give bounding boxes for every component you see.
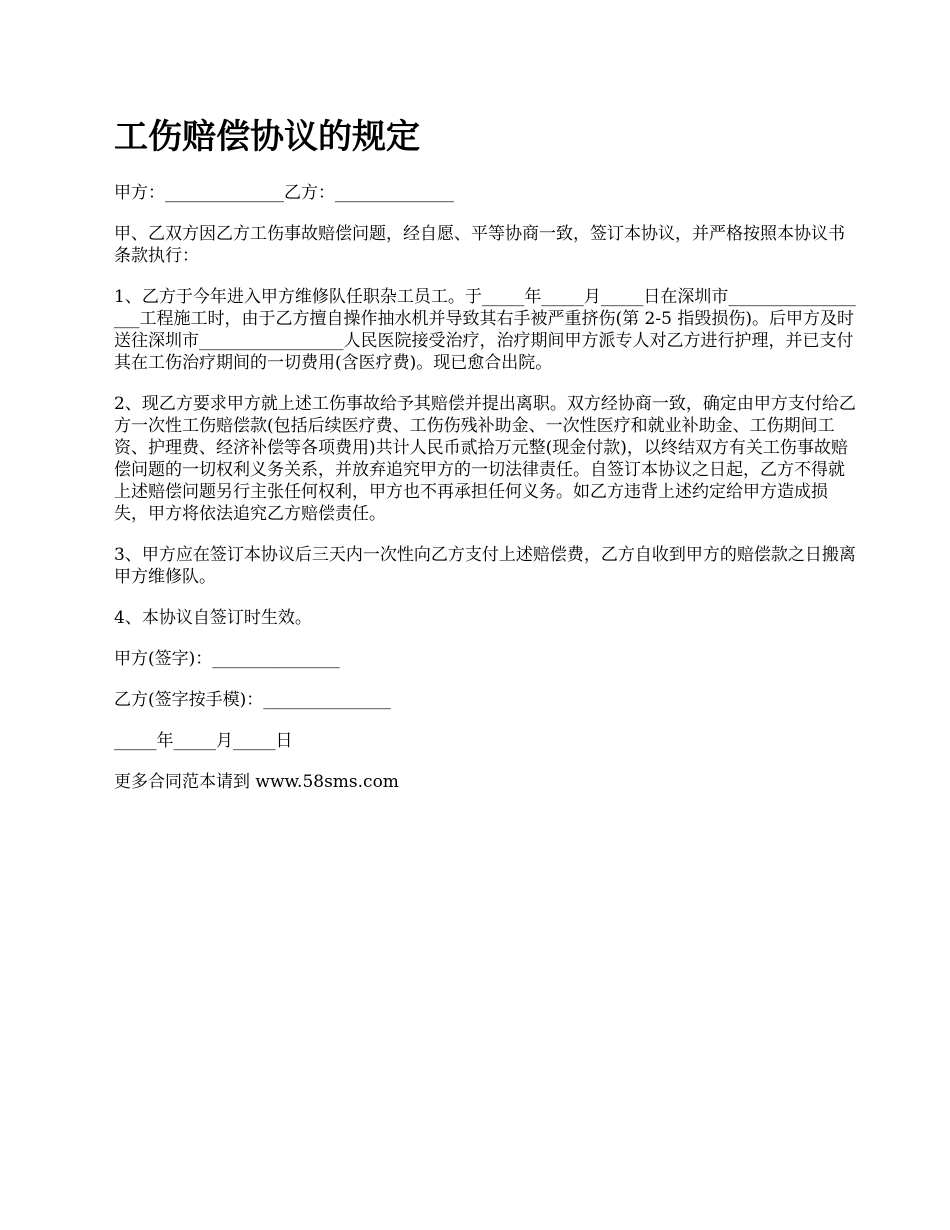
clause-1: 1、乙方于今年进入甲方维修队任职杂工员工。于_____年_____月_____日在深圳市__________________工程施工时，由于乙方擅自操作抽水机并导致其右手被严重挤伤(第 2-5 指毁损伤)。后甲方及时送往深圳市_________________人民医院接受治疗，治疗期间甲方派专人对乙方进行护理，并已支付其在工伤治疗期间的一切费用(含医疗费)。现已愈合出院。 xyxy=(114,287,856,373)
document-body xyxy=(114,112,856,793)
signature-party-a: 甲方(签字)：_______________ xyxy=(114,649,340,669)
date-line: _____年_____月_____日 xyxy=(114,731,293,751)
parties-line: 甲方：______________乙方：______________ xyxy=(114,183,454,203)
clause-4: 4、本协议自签订时生效。 xyxy=(114,608,312,628)
clause-2: 2、现乙方要求甲方就上述工伤事故给予其赔偿并提出离职。双方经协商一致，确定由甲方支付给乙方一次性工伤赔偿款(包括后续医疗费、工伤伤残补助金、一次性医疗和就业补助金、工伤期间工资、护理费、经济补偿等各项费用)共计人民币贰拾万元整(现金付款)，以终结双方有关工伤事故赔偿问题的一切权利义务关系，并放弃追究甲方的一切法律责任。自签订本协议之日起，乙方不得就上述赔偿问题另行主张任何权利，甲方也不再承担任何义务。如乙方违背上述约定给甲方造成损失，甲方将依法追究乙方赔偿责任。 xyxy=(114,394,856,524)
footer-note: 更多合同范本请到 www.58sms.com xyxy=(114,772,399,792)
signature-party-b: 乙方(签字按手模)：_______________ xyxy=(114,690,391,710)
document-title: 工伤赔偿协议的规定 xyxy=(114,117,420,157)
clause-3: 3、甲方应在签订本协议后三天内一次性向乙方支付上述赔偿费，乙方自收到甲方的赔偿款之日搬离甲方维修队。 xyxy=(114,545,856,587)
intro-paragraph: 甲、乙双方因乙方工伤事故赔偿问题，经自愿、平等协商一致，签订本协议，并严格按照本协议书条款执行： xyxy=(114,224,845,266)
